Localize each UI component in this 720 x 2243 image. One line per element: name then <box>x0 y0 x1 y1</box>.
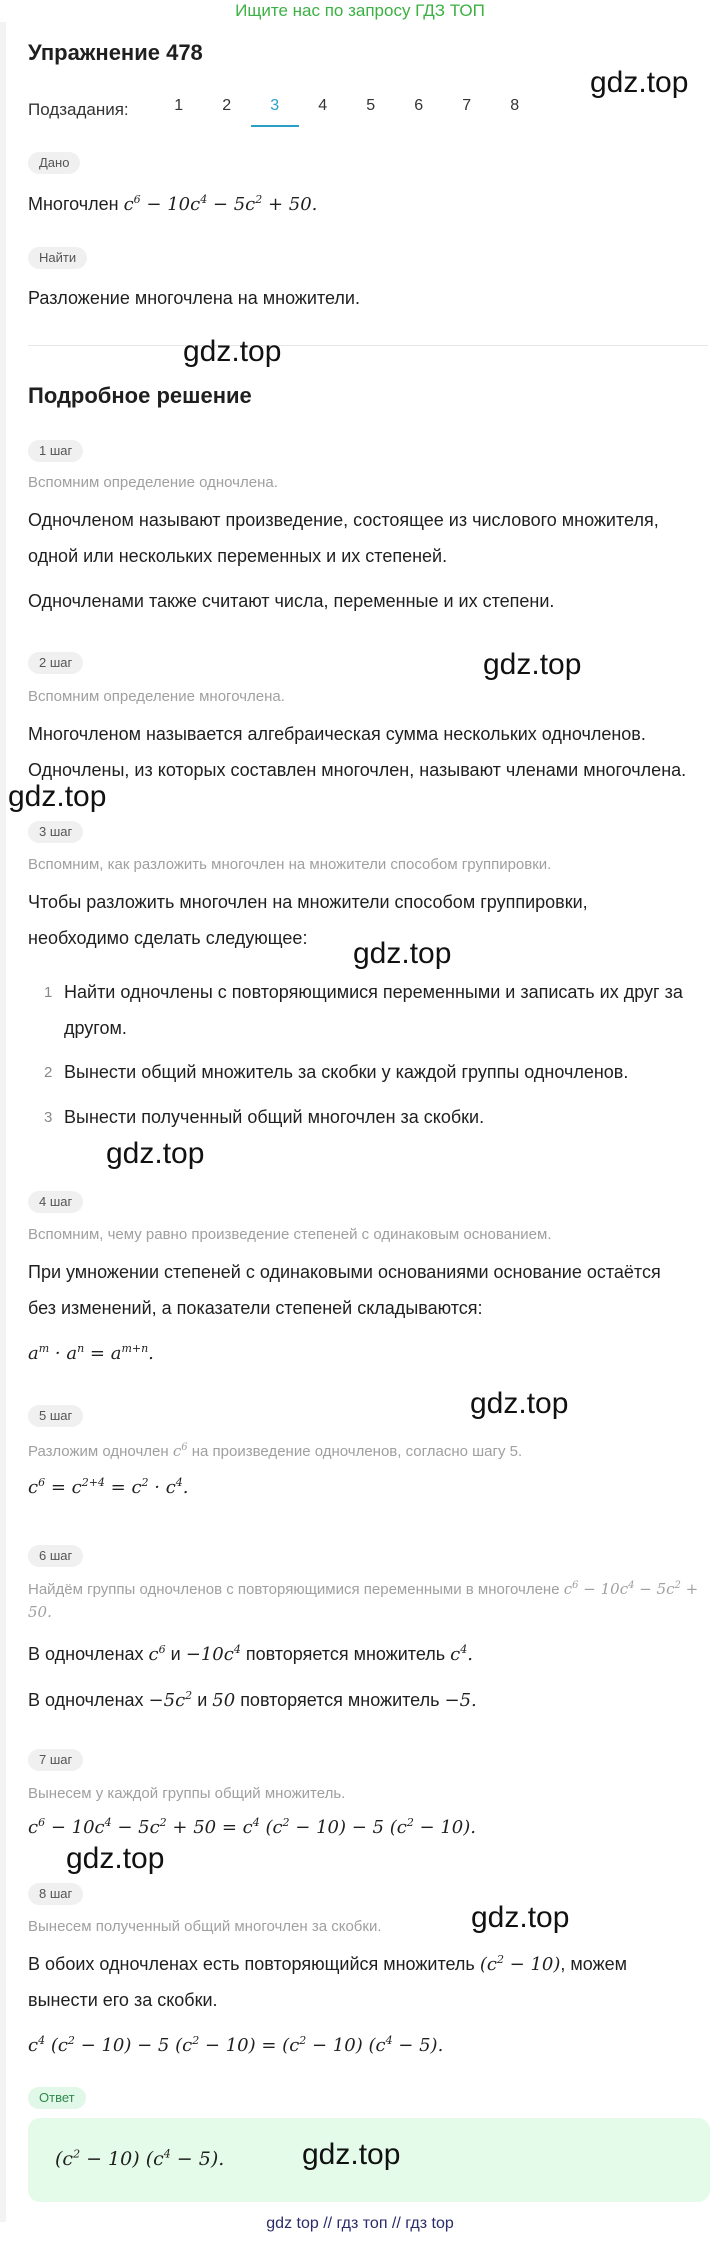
step-2-line-1: Многочленом называется алгебраическая сумма нескольких одночленов. <box>28 724 646 744</box>
step-8-hint: Вынесем полученный общий многочлен за скобки. <box>28 1918 382 1935</box>
step-1-line-1: Одночленом называют произведение, состоящее из числового множителя, <box>28 510 659 530</box>
solution-title: Подробное решение <box>28 383 252 408</box>
step-6-l2-m1: $-5c^2$ <box>148 1689 193 1711</box>
watermark: gdz.top <box>66 1842 165 1875</box>
tab-1[interactable]: 1 <box>174 97 184 114</box>
step-6-line-1 <box>28 1636 708 1673</box>
step-6-l1-b: и <box>170 1644 181 1664</box>
step-6-l2-c: повторяется множитель <box>240 1690 440 1710</box>
step-6-l1-m3: $c^4$. <box>450 1643 473 1665</box>
step-2-line-2: Одночлены, из которых составлен многочлен, называют членами многочлена. <box>28 760 687 780</box>
subtasks-label: Подзадания: <box>28 100 129 119</box>
watermark: gdz.top <box>183 335 282 368</box>
list-item-number: 2 <box>44 1064 53 1081</box>
step-5-hint-a: Разложим одночлен <box>28 1443 169 1460</box>
step-5-hint-math: $c^6$ <box>172 1442 188 1460</box>
step-8-l1-math: $(c^2 - 10)$ <box>479 1953 561 1975</box>
step-4-line-1: При умножении степеней с одинаковыми основаниями основание остаётся <box>28 1262 661 1282</box>
list-item-2: Вынести общий множитель за скобки у каждой группы одночленов. <box>64 1062 629 1082</box>
step-8-l1-b: , можем <box>560 1954 628 1974</box>
step-1-hint: Вспомним определение одночлена. <box>28 474 278 491</box>
find-pill: Найти <box>28 247 87 269</box>
left-rail <box>0 22 6 2222</box>
step-4-pill: 4 шаг <box>28 1191 83 1213</box>
watermark: gdz.top <box>483 648 582 681</box>
step-8-line-1 <box>28 1946 708 1983</box>
step-8-formula: $c^4$ $(c^2 - 10) - 5$ $(c^2 - 10) = (c^2 - 10) (c^4 - 5)$. <box>28 2034 444 2056</box>
step-6-l2-b: и <box>197 1690 208 1710</box>
step-3-pill: 3 шаг <box>28 821 83 843</box>
list-item-number: 1 <box>44 984 53 1001</box>
step-1-line-2: одной или нескольких переменных и их степеней. <box>28 546 448 566</box>
tab-8[interactable]: 8 <box>510 97 520 114</box>
step-8-line-2: вынести его за скобки. <box>28 1990 218 2010</box>
footer-links[interactable]: gdz top // гдз топ // гдз top <box>266 2215 454 2232</box>
subtasks-nav <box>28 93 539 127</box>
given-text <box>28 186 708 223</box>
step-3-line-1: Чтобы разложить многочлен на множители способом группировки, <box>28 892 588 912</box>
watermark: gdz.top <box>106 1137 205 1170</box>
step-4-formula: $a^m \cdot a^n = a^{m+n}$. <box>28 1342 154 1364</box>
step-5-hint-b: на произведение одночленов, согласно шагу 5. <box>191 1443 523 1460</box>
step-6-hint <box>28 1578 708 1624</box>
watermark: gdz.top <box>8 780 107 813</box>
step-7-formula: $c^6 - 10c^4 - 5c^2 + 50 = c^4$ $(c^2 - 10) - 5$ $(c^2 - 10)$. <box>28 1816 476 1838</box>
watermark: gdz.top <box>590 66 689 99</box>
step-6-l1-c: повторяется множитель <box>245 1644 446 1664</box>
step-6-l2-m2: 50 <box>212 1690 236 1711</box>
step-6-line-2 <box>28 1682 708 1719</box>
answer-formula: $(c^2 - 10) (c^4 - 5)$. <box>55 2147 225 2170</box>
step-6-l2-a: В одночленах <box>28 1690 144 1710</box>
tab-6[interactable]: 6 <box>414 97 424 114</box>
watermark: gdz.top <box>302 2138 401 2171</box>
list-item-1: Найти одночлены с повторяющимися переменными и записать их друг за <box>64 982 683 1002</box>
step-5-pill: 5 шаг <box>28 1405 83 1427</box>
step-6-hint-text: Найдём группы одночленов с повторяющимися переменными в многочлене <box>28 1581 560 1598</box>
tab-3[interactable]: 3 <box>251 93 299 127</box>
tab-7[interactable]: 7 <box>462 97 472 114</box>
step-5-formula: $c^6 = c^{2+4} = c^2 \cdot c^4$. <box>28 1476 189 1498</box>
step-6-pill: 6 шаг <box>28 1545 83 1567</box>
step-3-hint: Вспомним, как разложить многочлен на множители способом группировки. <box>28 856 552 873</box>
step-2-hint: Вспомним определение многочлена. <box>28 688 285 705</box>
step-8-l1-a: В обоих одночленах есть повторяющийся множитель <box>28 1954 475 1974</box>
step-3-line-2: необходимо сделать следующее: <box>28 928 308 948</box>
step-4-line-2: без изменений, а показатели степеней складываются: <box>28 1298 483 1318</box>
list-item-1-cont: другом. <box>64 1018 127 1038</box>
top-banner[interactable]: Ищите нас по запросу ГДЗ ТОП <box>235 1 485 20</box>
step-1-pill: 1 шаг <box>28 440 83 462</box>
given-formula: $c^6 - 10c^4 - 5c^2 + 50$. <box>123 193 318 215</box>
answer-pill: Ответ <box>28 2087 86 2109</box>
step-7-pill: 7 шаг <box>28 1749 83 1771</box>
given-pill: Дано <box>28 152 80 174</box>
given-label: Многочлен <box>28 194 119 214</box>
step-6-l2-m3: −5. <box>444 1690 477 1711</box>
watermark: gdz.top <box>471 1901 570 1934</box>
step-4-hint: Вспомним, чему равно произведение степеней с одинаковым основанием. <box>28 1226 552 1243</box>
step-1-line-3: Одночленами также считают числа, переменные и их степени. <box>28 591 555 611</box>
step-8-pill: 8 шаг <box>28 1883 83 1905</box>
tab-2[interactable]: 2 <box>222 97 232 114</box>
step-6-l1-m1: $c^6$ <box>148 1643 166 1665</box>
tab-5[interactable]: 5 <box>366 97 376 114</box>
step-2-pill: 2 шаг <box>28 652 83 674</box>
find-text: Разложение многочлена на множители. <box>28 288 360 308</box>
list-item-number: 3 <box>44 1109 53 1126</box>
step-6-l1-a: В одночленах <box>28 1644 144 1664</box>
watermark: gdz.top <box>470 1387 569 1420</box>
tab-4[interactable]: 4 <box>318 97 328 114</box>
step-7-hint: Вынесем у каждой группы общий множитель. <box>28 1785 346 1802</box>
step-6-hint-math: $c^6 - 10c^4 - 5c^2 + 50$. <box>28 1580 699 1621</box>
step-5-hint <box>28 1440 708 1463</box>
page-title: Упражнение 478 <box>28 40 203 65</box>
divider <box>28 345 708 346</box>
step-6-l1-m2: $-10c^4$ <box>185 1643 241 1665</box>
watermark: gdz.top <box>353 937 452 970</box>
list-item-3: Вынести полученный общий многочлен за скобки. <box>64 1107 485 1127</box>
